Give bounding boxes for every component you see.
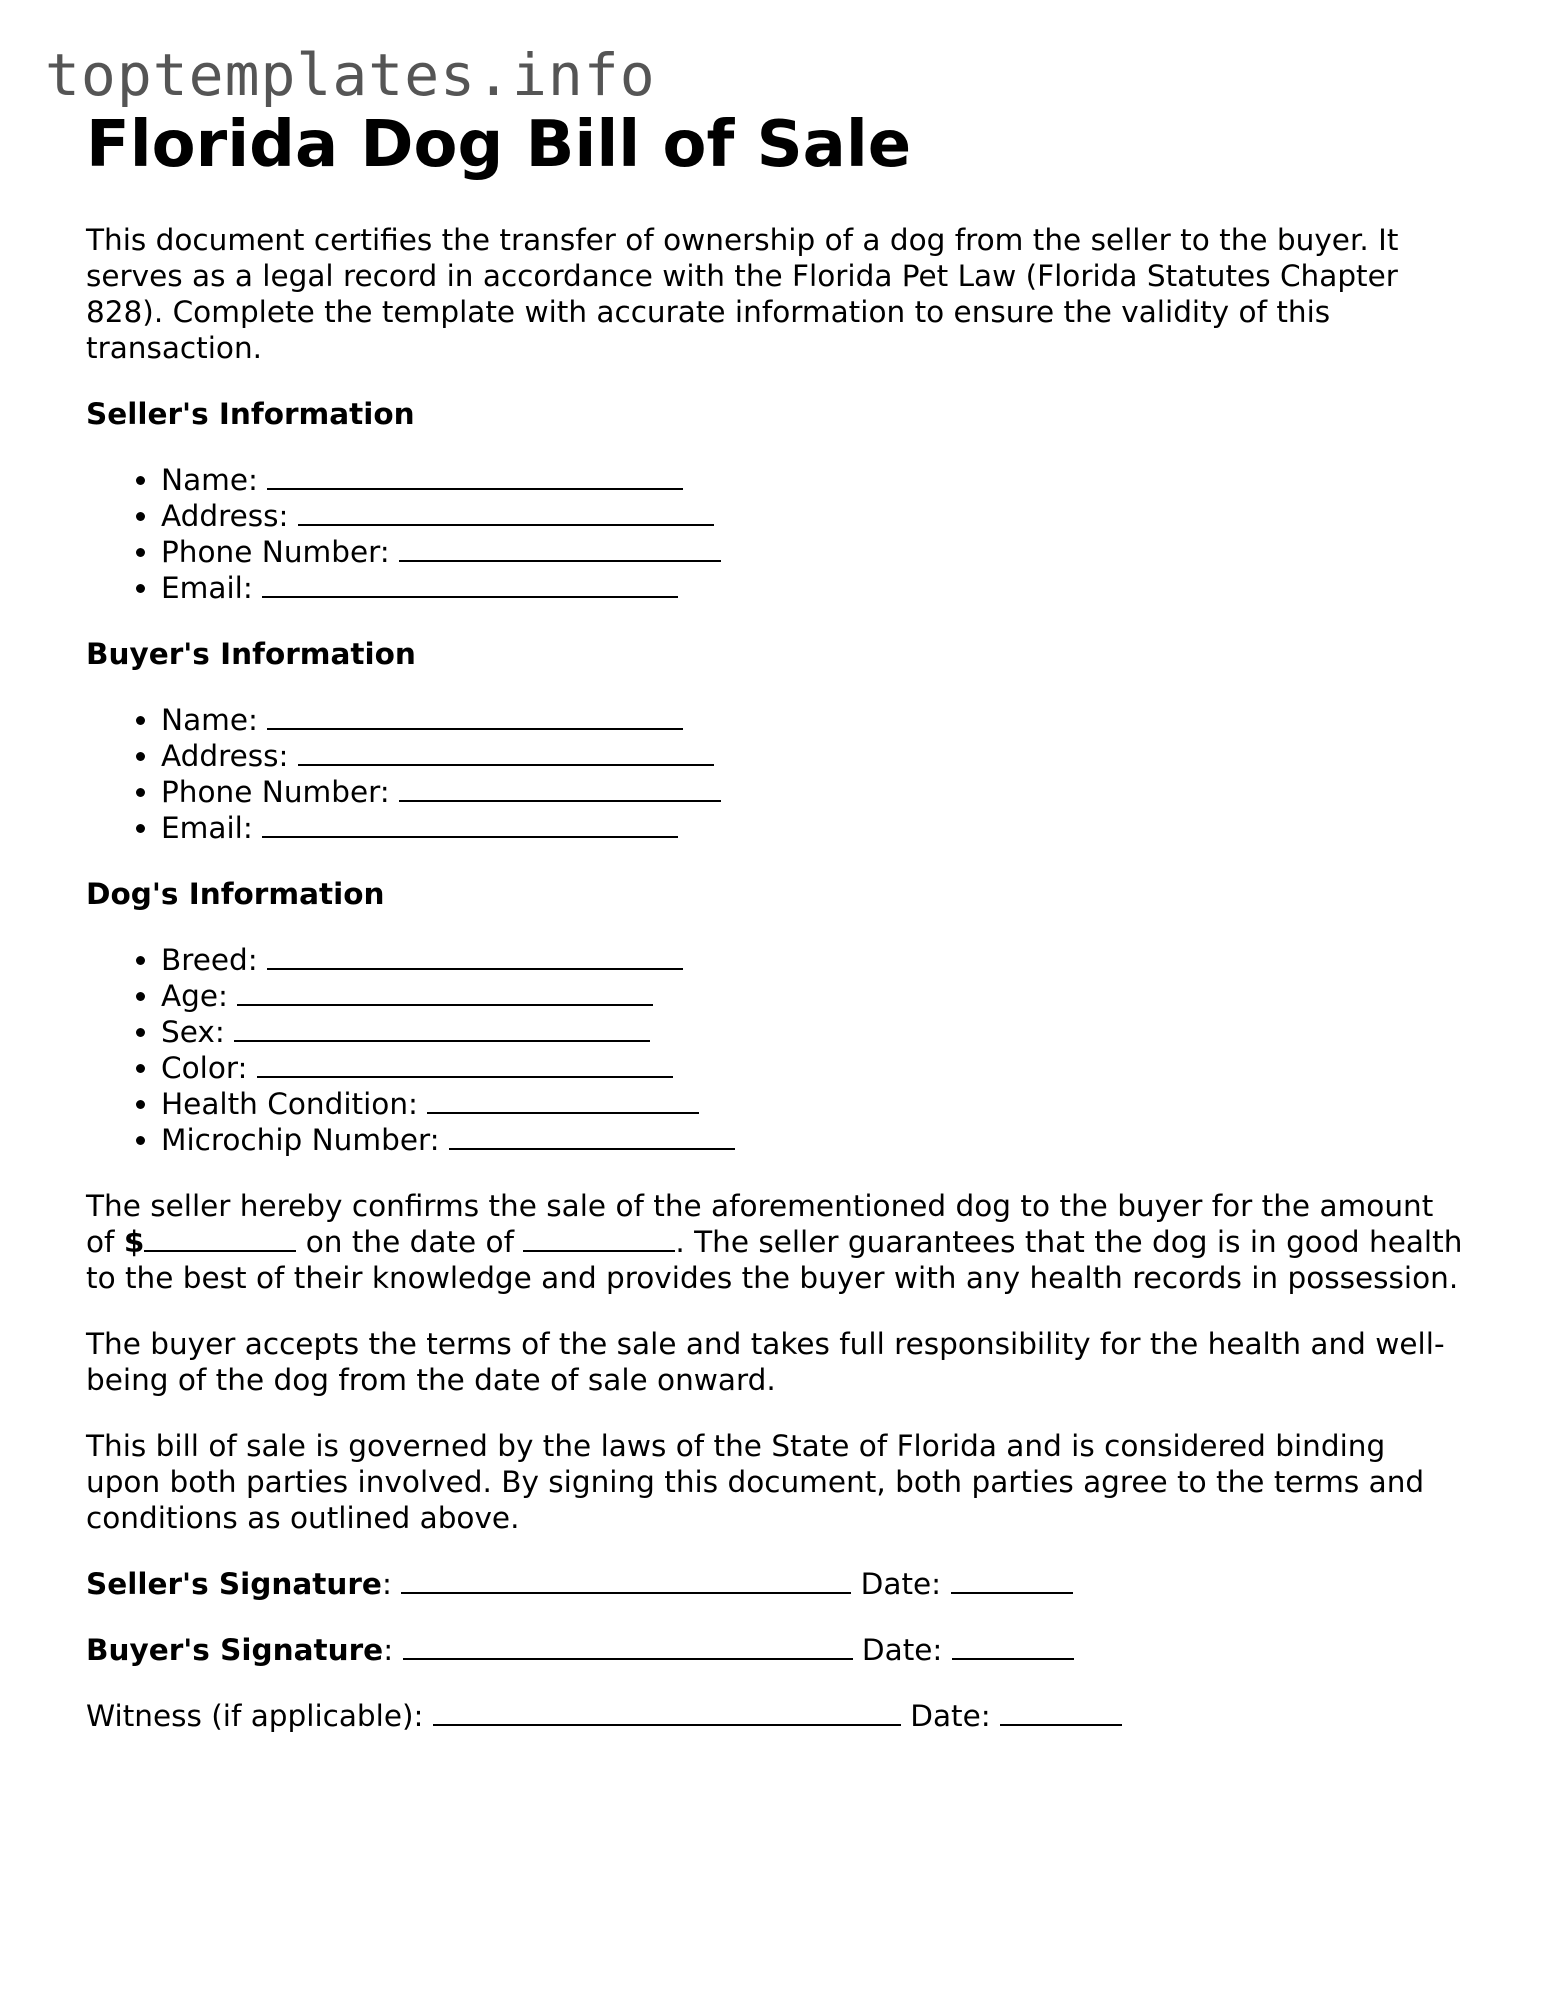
field-label: Address: <box>161 499 289 533</box>
dog-color-blank[interactable] <box>257 1050 673 1078</box>
seller-info-list <box>86 462 1466 606</box>
buyer-signature-line <box>86 1632 1466 1668</box>
field-label: Address: <box>161 739 289 773</box>
dog-info-heading: Dog's Information <box>86 877 385 911</box>
dog-sex-item <box>161 1014 1466 1050</box>
dog-color-item <box>161 1050 1466 1086</box>
field-label: Email: <box>161 571 253 605</box>
date-label: Date: <box>861 1633 943 1667</box>
field-label: Phone Number: <box>161 535 390 569</box>
law-paragraph: This bill of sale is governed by the laws of the State of Florida and is considered binding upon both parties involved. By signing this document, both parties agree to the terms and conditions as outlined above. <box>86 1429 1425 1535</box>
buyer-paragraph: The buyer accepts the terms of the sale and takes full responsibility for the health and well-being of the dog from the date of sale onward. <box>86 1327 1445 1397</box>
sale-amount-blank[interactable] <box>144 1224 296 1252</box>
seller-address-item <box>161 498 1466 534</box>
seller-signature-blank[interactable] <box>401 1566 851 1594</box>
seller-phone-item <box>161 534 1466 570</box>
dog-age-item <box>161 978 1466 1014</box>
field-label: Age: <box>161 979 228 1013</box>
sale-date-blank[interactable] <box>523 1224 675 1252</box>
buyer-phone-blank[interactable] <box>399 774 721 802</box>
buyer-name-blank[interactable] <box>267 702 683 730</box>
dog-breed-blank[interactable] <box>267 942 683 970</box>
dollar-sign: $ <box>123 1225 145 1259</box>
dog-health-item <box>161 1086 1466 1122</box>
buyer-date-blank[interactable] <box>952 1632 1074 1660</box>
field-label: Name: <box>161 703 258 737</box>
seller-date-blank[interactable] <box>951 1566 1073 1594</box>
buyer-email-item <box>161 810 1466 846</box>
field-label: Name: <box>161 463 258 497</box>
buyer-signature-blank[interactable] <box>403 1632 853 1660</box>
sale-text-1: The seller hereby confirms the sale of the aforementioned dog to the buyer for the amount of <box>86 1189 1434 1259</box>
colon: : <box>383 1633 394 1667</box>
field-label: Health Condition: <box>161 1087 418 1121</box>
buyer-info-heading: Buyer's Information <box>86 637 416 671</box>
watermark: toptemplates.info <box>45 41 656 109</box>
document-title: Florida Dog Bill of Sale <box>86 108 912 182</box>
seller-signature-label: Seller's Signature <box>86 1567 382 1601</box>
witness-date-blank[interactable] <box>1000 1698 1122 1726</box>
buyer-info-list <box>86 702 1466 846</box>
witness-signature-blank[interactable] <box>433 1698 901 1726</box>
field-label: Color: <box>161 1051 248 1085</box>
field-label: Sex: <box>161 1015 225 1049</box>
dog-microchip-item <box>161 1122 1466 1158</box>
dog-sex-blank[interactable] <box>234 1014 650 1042</box>
dog-age-blank[interactable] <box>237 978 653 1006</box>
seller-phone-blank[interactable] <box>399 534 721 562</box>
buyer-address-blank[interactable] <box>298 738 714 766</box>
dog-info-list <box>86 942 1466 1158</box>
seller-name-blank[interactable] <box>267 462 683 490</box>
seller-signature-line <box>86 1566 1466 1602</box>
document-page <box>86 106 1466 1734</box>
sale-text-2: on the date of <box>296 1225 524 1259</box>
buyer-address-item <box>161 738 1466 774</box>
colon: : <box>381 1567 392 1601</box>
date-label: Date: <box>910 1699 991 1733</box>
seller-email-blank[interactable] <box>262 570 678 598</box>
sale-paragraph <box>86 1188 1466 1296</box>
sale-text-3: . The seller guarantees that the dog is in good health to the best of their knowledge and provides the buyer with any health records in possession. <box>86 1225 1463 1295</box>
seller-email-item <box>161 570 1466 606</box>
seller-info-heading: Seller's Information <box>86 397 415 431</box>
seller-address-blank[interactable] <box>298 498 714 526</box>
field-label: Phone Number: <box>161 775 390 809</box>
field-label: Breed: <box>161 943 258 977</box>
dog-health-blank[interactable] <box>427 1086 699 1114</box>
seller-name-item <box>161 462 1466 498</box>
buyer-email-blank[interactable] <box>262 810 678 838</box>
buyer-phone-item <box>161 774 1466 810</box>
buyer-name-item <box>161 702 1466 738</box>
buyer-signature-label: Buyer's Signature <box>86 1633 384 1667</box>
field-label: Email: <box>161 811 253 845</box>
intro-paragraph: This document certifies the transfer of ownership of a dog from the seller to the buyer. It serves as a legal record in accordance with the Florida Pet Law (Florida Statutes Chapter 828). Complete the template with accurate information to ensure the validity of this transaction. <box>86 223 1399 365</box>
dog-breed-item <box>161 942 1466 978</box>
dog-microchip-blank[interactable] <box>449 1122 735 1150</box>
witness-signature-line <box>86 1698 1466 1734</box>
witness-signature-label: Witness (if applicable): <box>86 1699 424 1733</box>
field-label: Microchip Number: <box>161 1123 440 1157</box>
date-label: Date: <box>860 1567 942 1601</box>
